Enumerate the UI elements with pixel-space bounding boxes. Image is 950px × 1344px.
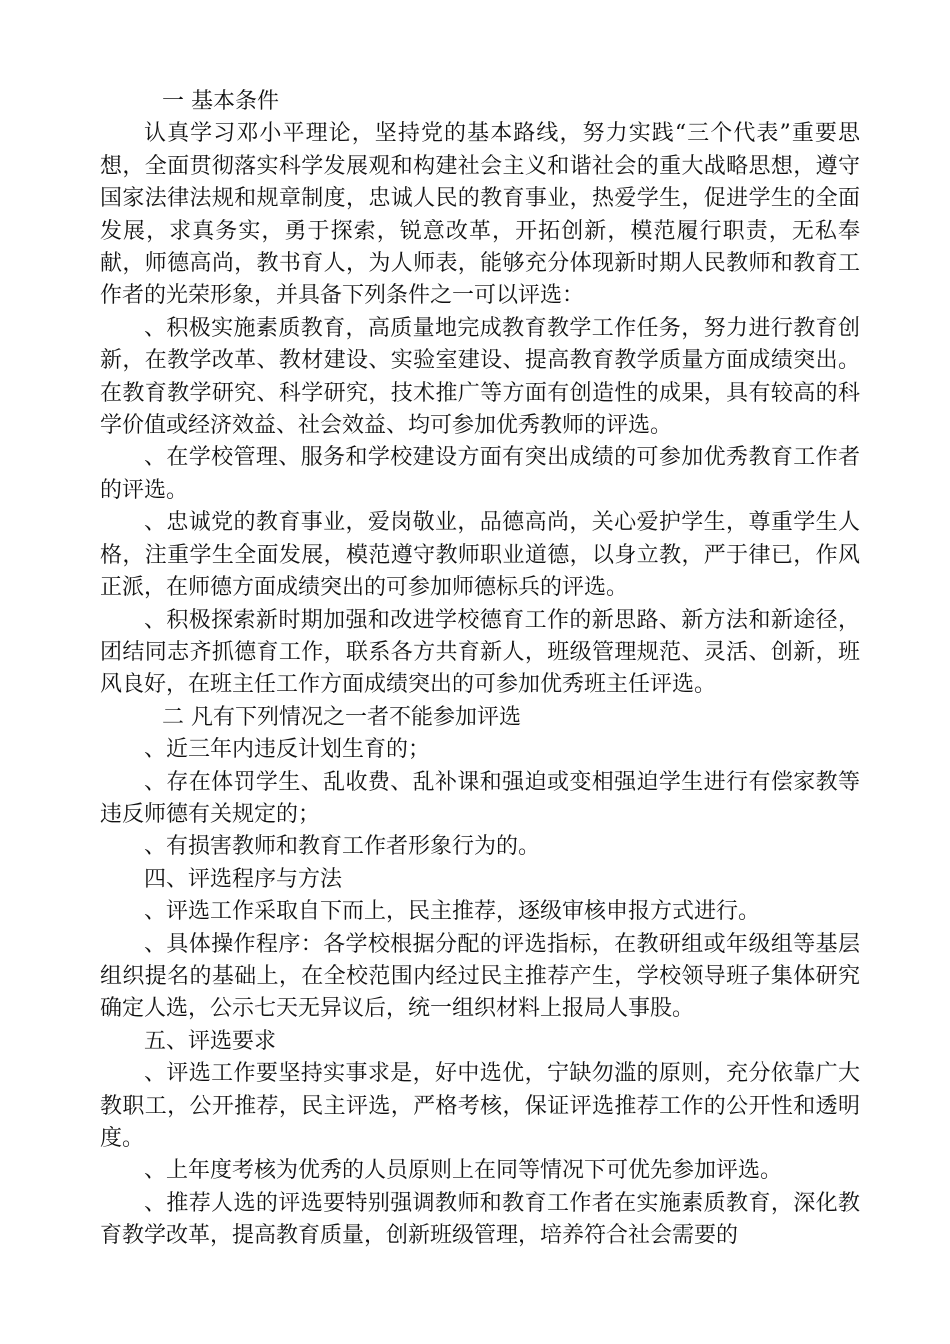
paragraph-intro: 认真学习邓小平理论，坚持党的基本路线，努力实践“三个代表”重要思想，全面贯彻落实科学发展观和构建社会主义和谐社会的重大战略思想，遵守国家法律法规和规章制度，忠诚人民的教育事业，热爱学生，促进学生的全面发展，求真务实，勇于探索，锐意改革，开拓创新，模范履行职责，无私奉献，师德高尚，教书育人，为人师表，能够充分体现新时期人民教师和教育工作者的光荣形象，并具备下列条件之一可以评选： bbox=[100, 121, 860, 309]
paragraph-condition-2: 、在学校管理、服务和学校建设方面有突出成绩的可参加优秀教育工作者的评选。 bbox=[100, 445, 860, 503]
paragraph-exclusion-3: 、有损害教师和教育工作者形象行为的。 bbox=[144, 834, 541, 860]
paragraph-requirement-3: 、推荐人选的评选要特别强调教师和教育工作者在实施素质教育，深化教育教学改革，提高教育质量，创新班级管理，培养符合社会需要的 bbox=[100, 1190, 860, 1249]
paragraph-procedure-1: 、评选工作采取自下而上，民主推荐，逐级审核申报方式进行。 bbox=[144, 899, 761, 925]
paragraph-exclusion-1: 、近三年内违反计划生育的； bbox=[144, 737, 431, 763]
document-body bbox=[100, 86, 860, 1253]
paragraph-procedure-2: 、具体操作程序：各学校根据分配的评选指标，在教研组或年级组等基层组织提名的基础上，在全校范围内经过民主推荐产生，学校领导班子集体研究确定人选，公示七天无异议后，统一组织材料上报局人事股。 bbox=[100, 931, 860, 1022]
paragraph-exclusion-2: 、存在体罚学生、乱收费、乱补课和强迫或变相强迫学生进行有偿家教等违反师德有关规定的； bbox=[100, 769, 860, 827]
paragraph-requirement-1: 、评选工作要坚持实事求是，好中选优，宁缺勿滥的原则，充分依靠广大教职工，公开推荐，民主评选，严格考核，保证评选推荐工作的公开性和透明度。 bbox=[100, 1061, 860, 1151]
paragraph-condition-4: 、积极探索新时期加强和改进学校德育工作的新思路、新方法和新途径，团结同志齐抓德育工作，联系各方共育新人，班级管理规范、灵活、创新，班风良好，在班主任工作方面成绩突出的可参加优秀班主任评选。 bbox=[100, 607, 860, 698]
section-heading-basic-conditions: 一 基本条件 bbox=[162, 89, 279, 114]
paragraph-requirement-2: 、上年度考核为优秀的人员原则上在同等情况下可优先参加评选。 bbox=[144, 1158, 783, 1184]
paragraph-condition-1: 、积极实施素质教育，高质量地完成教育教学工作任务，努力进行教育创新，在教学改革、教材建设、实验室建设、提高教育教学质量方面成绩突出。在教育教学研究、科学研究，技术推广等方面有创造性的成果，具有较高的科学价值或经济效益、社会效益、均可参加优秀教师的评选。 bbox=[100, 315, 860, 439]
section-heading-exclusions: 二 凡有下列情况之一者不能参加评选 bbox=[162, 704, 521, 730]
section-heading-requirements: 五、评选要求 bbox=[144, 1028, 277, 1054]
paragraph-condition-3: 、忠诚党的教育事业，爱岗敬业，品德高尚，关心爱护学生，尊重学生人格，注重学生全面发展，模范遵守教师职业道德，以身立教，严于律已，作风正派，在师德方面成绩突出的可参加师德标兵的评选。 bbox=[100, 510, 860, 601]
section-heading-procedure: 四、评选程序与方法 bbox=[144, 866, 343, 892]
